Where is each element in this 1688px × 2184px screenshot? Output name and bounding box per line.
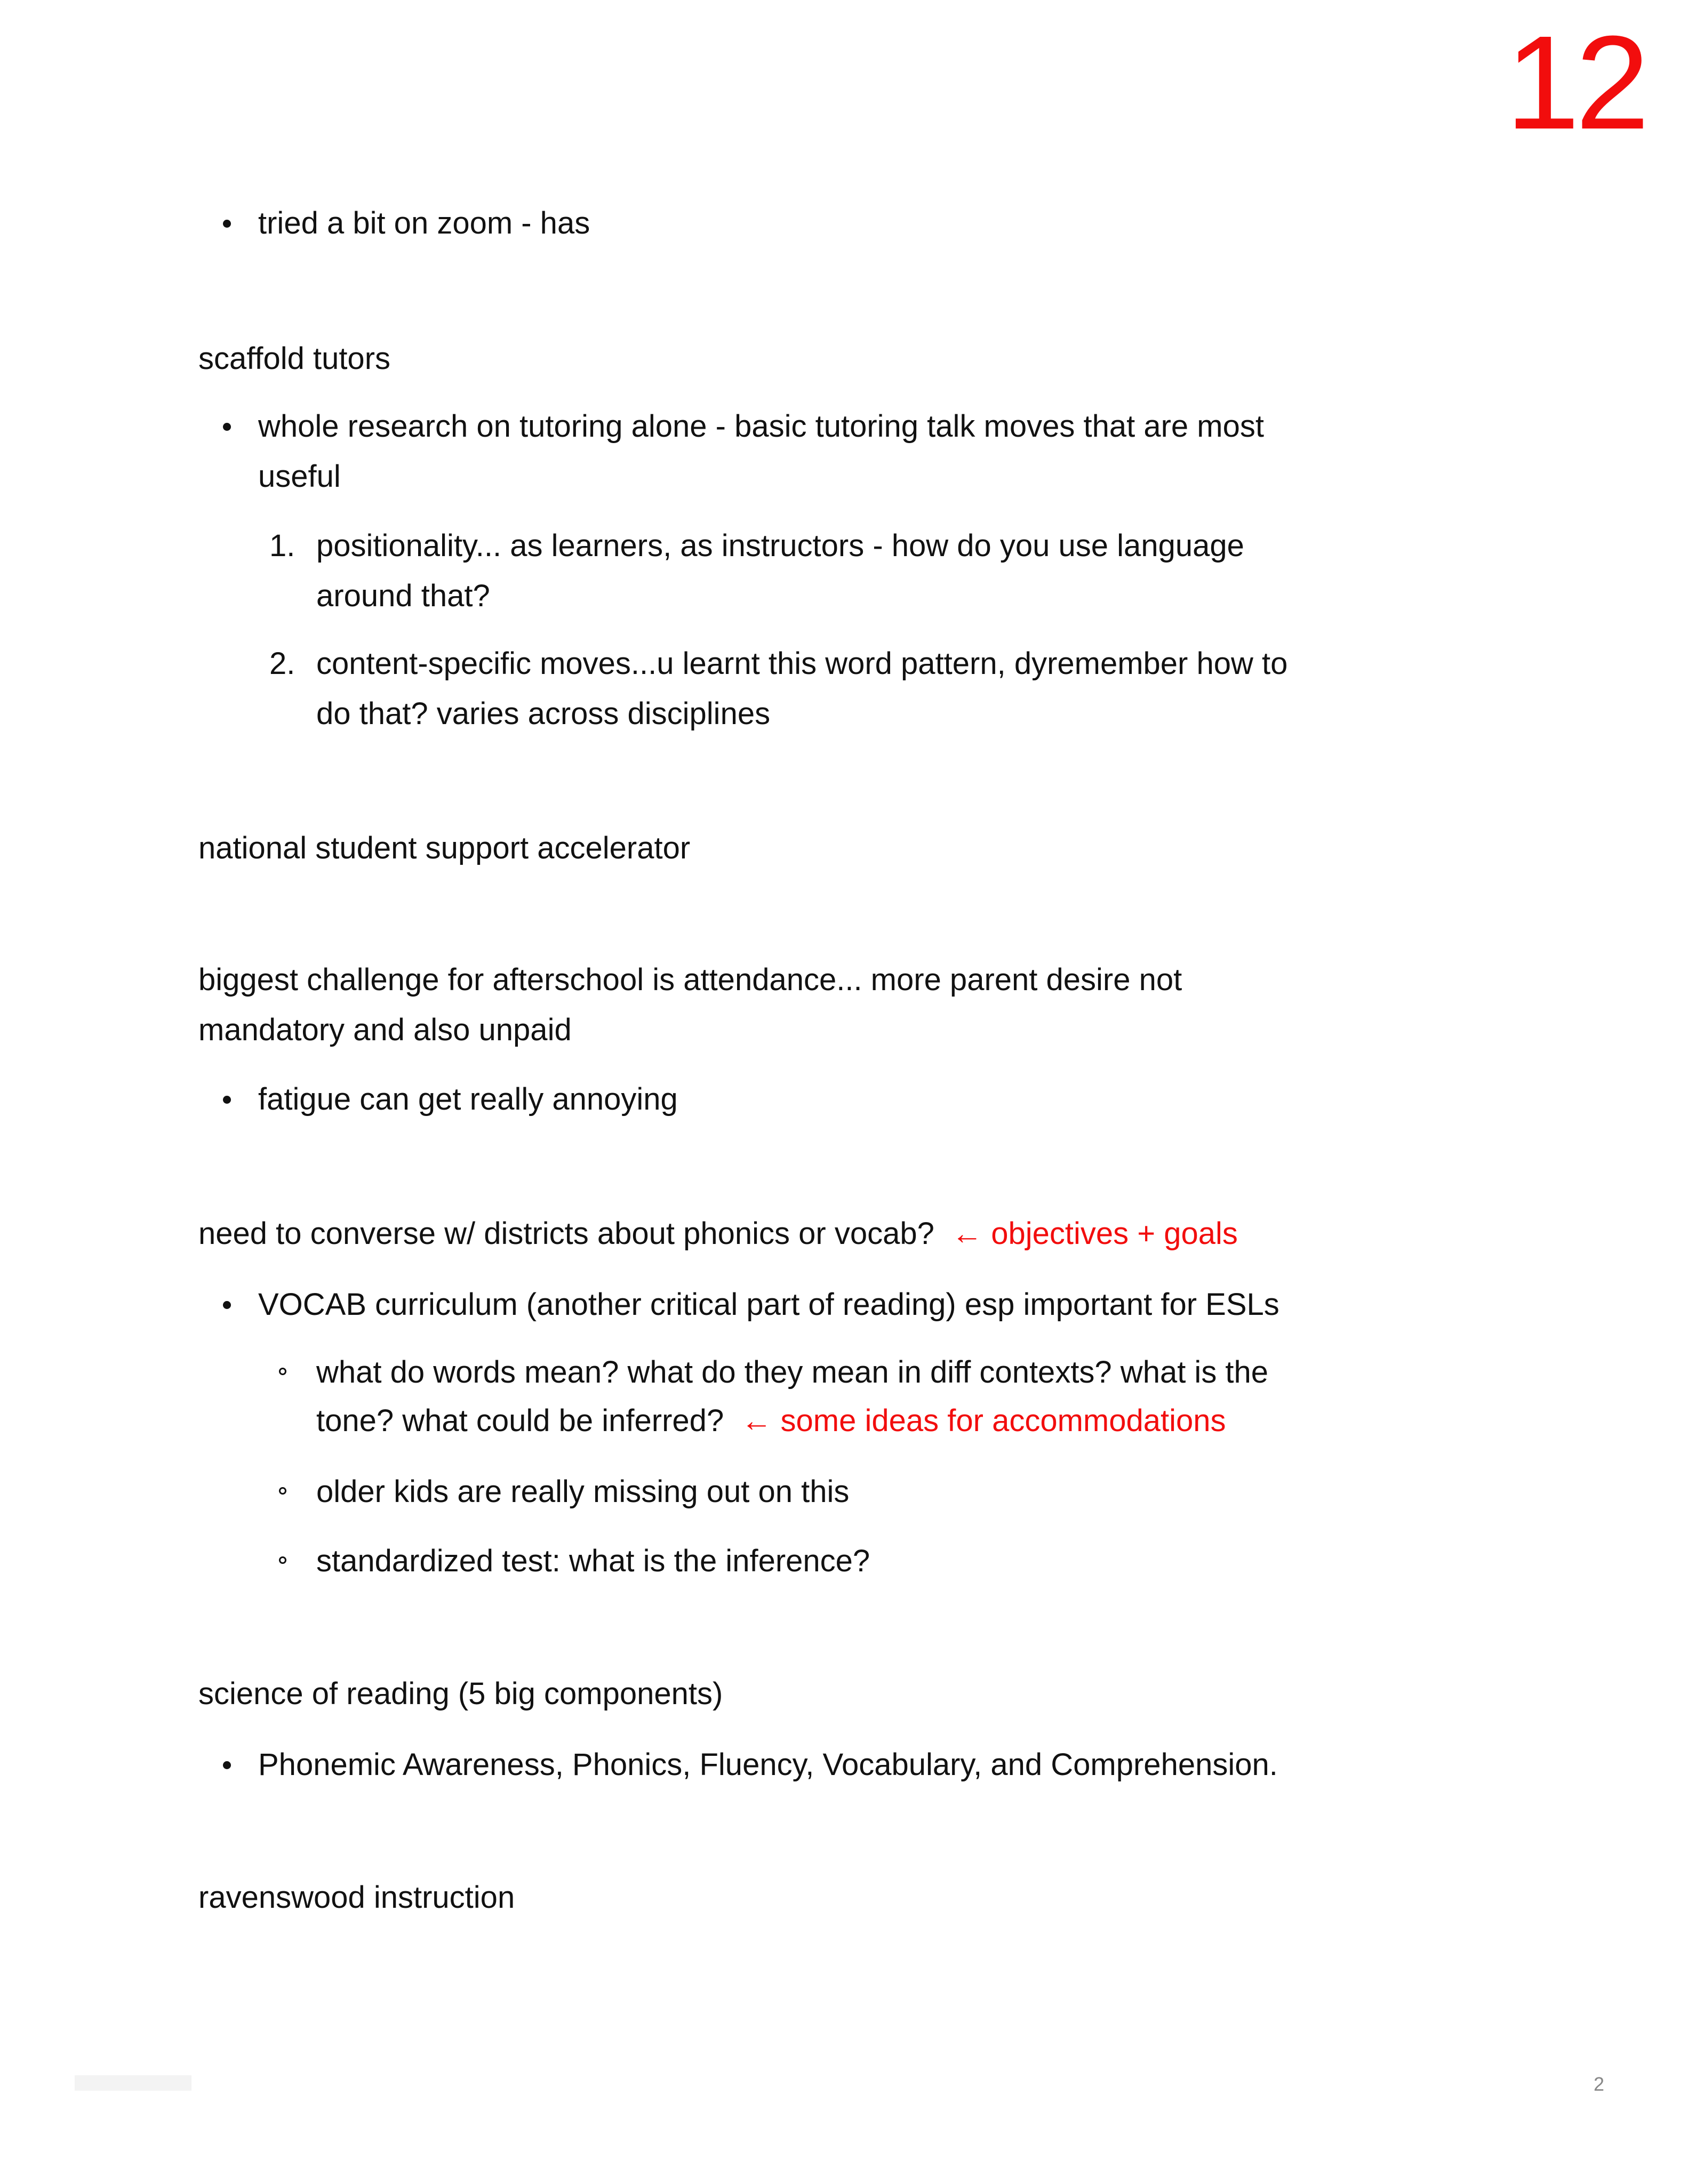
paragraph-text: need to converse w/ districts about phonics or vocab? — [198, 1216, 934, 1251]
hollow-bullet-icon — [279, 1487, 286, 1495]
paragraph-scaffold-tutors: scaffold tutors — [198, 341, 391, 376]
paragraph-science-of-reading: science of reading (5 big components) — [198, 1676, 723, 1711]
paragraph-need-to-converse — [198, 1209, 1238, 1259]
list-item-text: Phonemic Awareness, Phonics, Fluency, Vocabulary, and Comprehension. — [258, 1747, 1278, 1782]
annotation-objectives: ← objectives + goals — [951, 1216, 1238, 1251]
list-item — [258, 1074, 678, 1125]
footer-bar — [75, 2075, 191, 2091]
list-item — [258, 198, 590, 248]
sub-list-item — [316, 1467, 849, 1517]
list-item — [258, 1740, 1278, 1790]
bullet-icon — [223, 1301, 231, 1309]
list-item-text: content-specific moves...u learnt this word pattern, dyremember how to — [316, 646, 1288, 681]
list-item — [258, 1280, 1279, 1330]
list-item-text: fatigue can get really annoying — [258, 1082, 678, 1117]
paragraph-biggest-challenge: biggest challenge for afterschool is attendance... more parent desire not — [198, 962, 1182, 997]
bullet-icon — [223, 220, 231, 228]
list-item-continuation: useful — [258, 459, 341, 494]
paragraph-continuation: mandatory and also unpaid — [198, 1013, 572, 1047]
sub-list-item — [316, 1347, 1268, 1398]
list-item-text: tone? what could be inferred? — [316, 1403, 724, 1438]
handwritten-page-marker: 12 — [1505, 8, 1645, 157]
list-number: 2. — [269, 646, 295, 681]
list-item — [258, 402, 1264, 452]
list-item-text: standardized test: what is the inference? — [316, 1544, 870, 1578]
list-item-text: whole research on tutoring alone - basic tutoring talk moves that are most — [258, 409, 1264, 444]
paragraph-national: national student support accelerator — [198, 831, 691, 865]
page-number: 2 — [1594, 2073, 1605, 2095]
hollow-bullet-icon — [279, 1368, 286, 1375]
list-item-text: older kids are really missing out on this — [316, 1474, 850, 1509]
numbered-item — [269, 521, 1244, 571]
list-item-text: positionality... as learners, as instructors - how do you use language — [316, 528, 1244, 563]
numbered-item-continuation: do that? varies across disciplines — [316, 696, 771, 731]
numbered-item — [269, 639, 1288, 689]
paragraph-ravenswood: ravenswood instruction — [198, 1880, 515, 1915]
list-item-text: VOCAB curriculum (another critical part of reading) esp important for ESLs — [258, 1287, 1279, 1322]
sub-list-item-continuation — [316, 1396, 1226, 1446]
numbered-item-continuation: around that? — [316, 579, 490, 613]
list-item-text: tried a bit on zoom - has — [258, 206, 590, 240]
list-number: 1. — [269, 528, 295, 563]
list-item-text: what do words mean? what do they mean in diff contexts? what is the — [316, 1355, 1269, 1390]
bullet-icon — [223, 1096, 231, 1104]
sub-list-item — [316, 1536, 870, 1586]
bullet-icon — [223, 423, 231, 431]
annotation-accommodations: ← some ideas for accommodations — [741, 1403, 1226, 1438]
hollow-bullet-icon — [279, 1556, 286, 1564]
bullet-icon — [223, 1761, 231, 1769]
